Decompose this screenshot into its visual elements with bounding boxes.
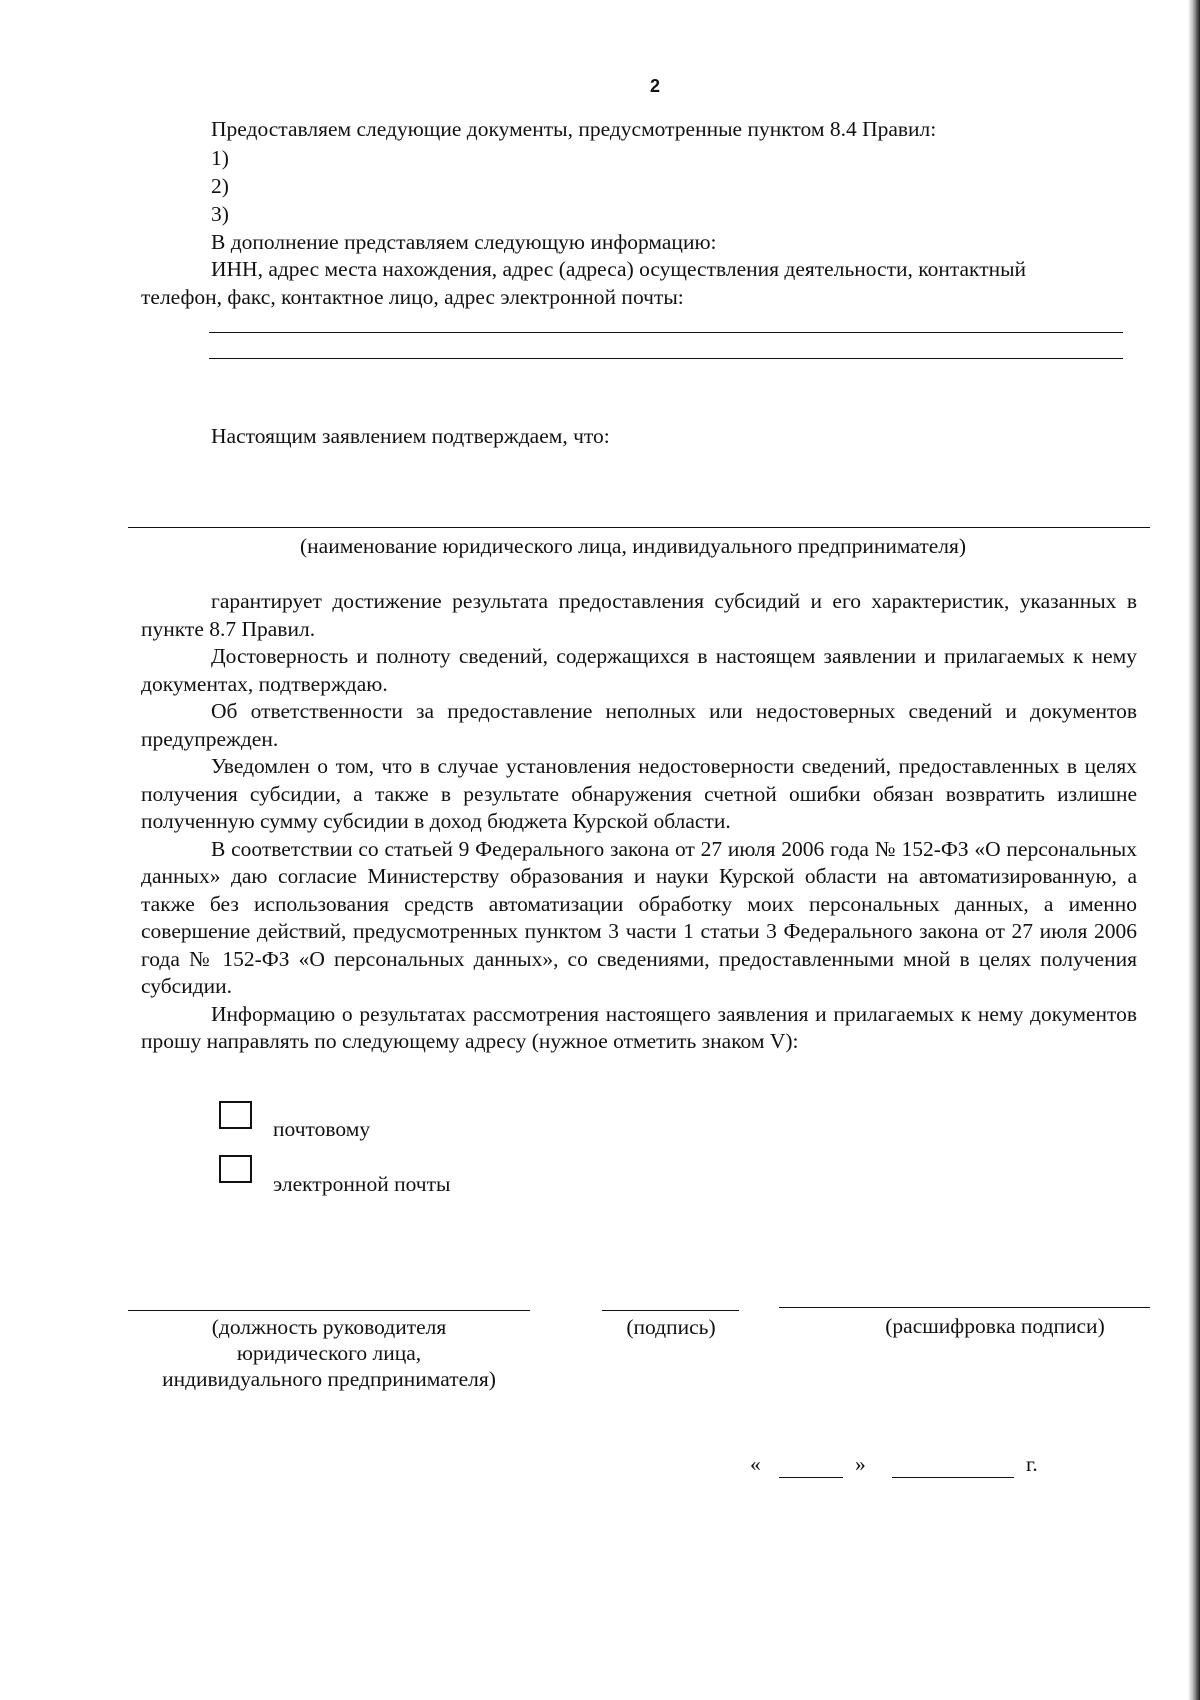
paragraph-notice: Уведомлен о том, что в случае установления недостоверности сведений, предоставленных в целях получения субсидии, а также в результате обнаружения счетной ошибки обязан возвратить излишне полученную сумму субсидии в доход бюджета Курской области. — [141, 754, 1137, 833]
document-item-2: 2) — [211, 174, 229, 198]
position-caption — [128, 1314, 530, 1392]
email-checkbox[interactable] — [219, 1155, 252, 1183]
confirm-intro: Настоящим заявлением подтверждаем, что: — [211, 424, 610, 448]
document-item-3: 3) — [211, 202, 229, 226]
body-text — [141, 588, 1137, 1056]
additional-info-line1: ИНН, адрес места нахождения, адрес (адреса) осуществления деятельности, контактный — [211, 257, 1027, 281]
paragraph-reliability: Достоверность и полноту сведений, содержащихся в настоящем заявлении и прилагаемых к нему документах, подтверждаю. — [141, 644, 1137, 696]
signature-caption: (подпись) — [626, 1315, 716, 1339]
additional-info-intro: В дополнение представляем следующую информацию: — [211, 230, 717, 254]
postal-checkbox[interactable] — [219, 1101, 252, 1129]
paragraph-responsibility: Об ответственности за предоставление неполных или недостоверных сведений и документов предупрежден. — [141, 699, 1137, 751]
date-year-suffix: г. — [1026, 1452, 1038, 1476]
paragraph-delivery: Информацию о результатах рассмотрения настоящего заявления и прилагаемых к нему документов прошу направлять по следующему адресу (нужное отметить знаком V): — [141, 1001, 1137, 1053]
fill-in-line-1[interactable] — [209, 332, 1123, 333]
date-open-quote: « — [750, 1452, 761, 1476]
postal-option-label: почтовому — [273, 1117, 371, 1141]
paragraph-guarantee: гарантирует достижение результата предоставления субсидий и его характеристик, указанных в пункте 8.7 Правил. — [141, 589, 1137, 641]
decoding-caption: (расшифровка подписи) — [885, 1314, 1105, 1338]
entity-name-line[interactable] — [128, 527, 1150, 528]
email-option-label: электронной почты — [273, 1172, 451, 1196]
fill-in-line-2[interactable] — [209, 358, 1123, 359]
date-close-quote: » — [855, 1452, 866, 1476]
signature-decoding-line[interactable] — [779, 1307, 1150, 1308]
position-caption-line1: (должность руководителя — [211, 1315, 447, 1339]
page-number: 2 — [650, 76, 661, 96]
date-month-line[interactable] — [892, 1477, 1014, 1478]
date-day-line[interactable] — [779, 1477, 843, 1478]
document-item-1: 1) — [211, 146, 229, 170]
position-caption-line2: юридического лица, — [236, 1341, 422, 1365]
position-caption-line3: индивидуального предпринимателя) — [162, 1367, 496, 1391]
position-line[interactable] — [128, 1310, 530, 1311]
entity-name-caption: (наименование юридического лица, индивидуального предпринимателя) — [300, 534, 967, 558]
documents-intro: Предоставляем следующие документы, предусмотренные пунктом 8.4 Правил: — [211, 117, 937, 141]
scan-edge — [1188, 0, 1200, 1700]
additional-info-line2: телефон, факс, контактное лицо, адрес электронной почты: — [141, 285, 684, 309]
signature-line[interactable] — [602, 1310, 739, 1311]
paragraph-personal-data: В соответствии со статьей 9 Федерального закона от 27 июля 2006 года № 152-ФЗ «О персональных данных» даю согласие Министерству образования и науки Курской области на автоматизированную, а также без использования средств автоматизации обработку моих персональных данных, а именно совершение действий, предусмотренных пунктом 3 части 1 статьи 3 Федерального закона от 27 июля 2006 года № 152-ФЗ «О персональных данных», со сведениями, предоставленными мной в целях получения субсидии. — [141, 836, 1137, 998]
